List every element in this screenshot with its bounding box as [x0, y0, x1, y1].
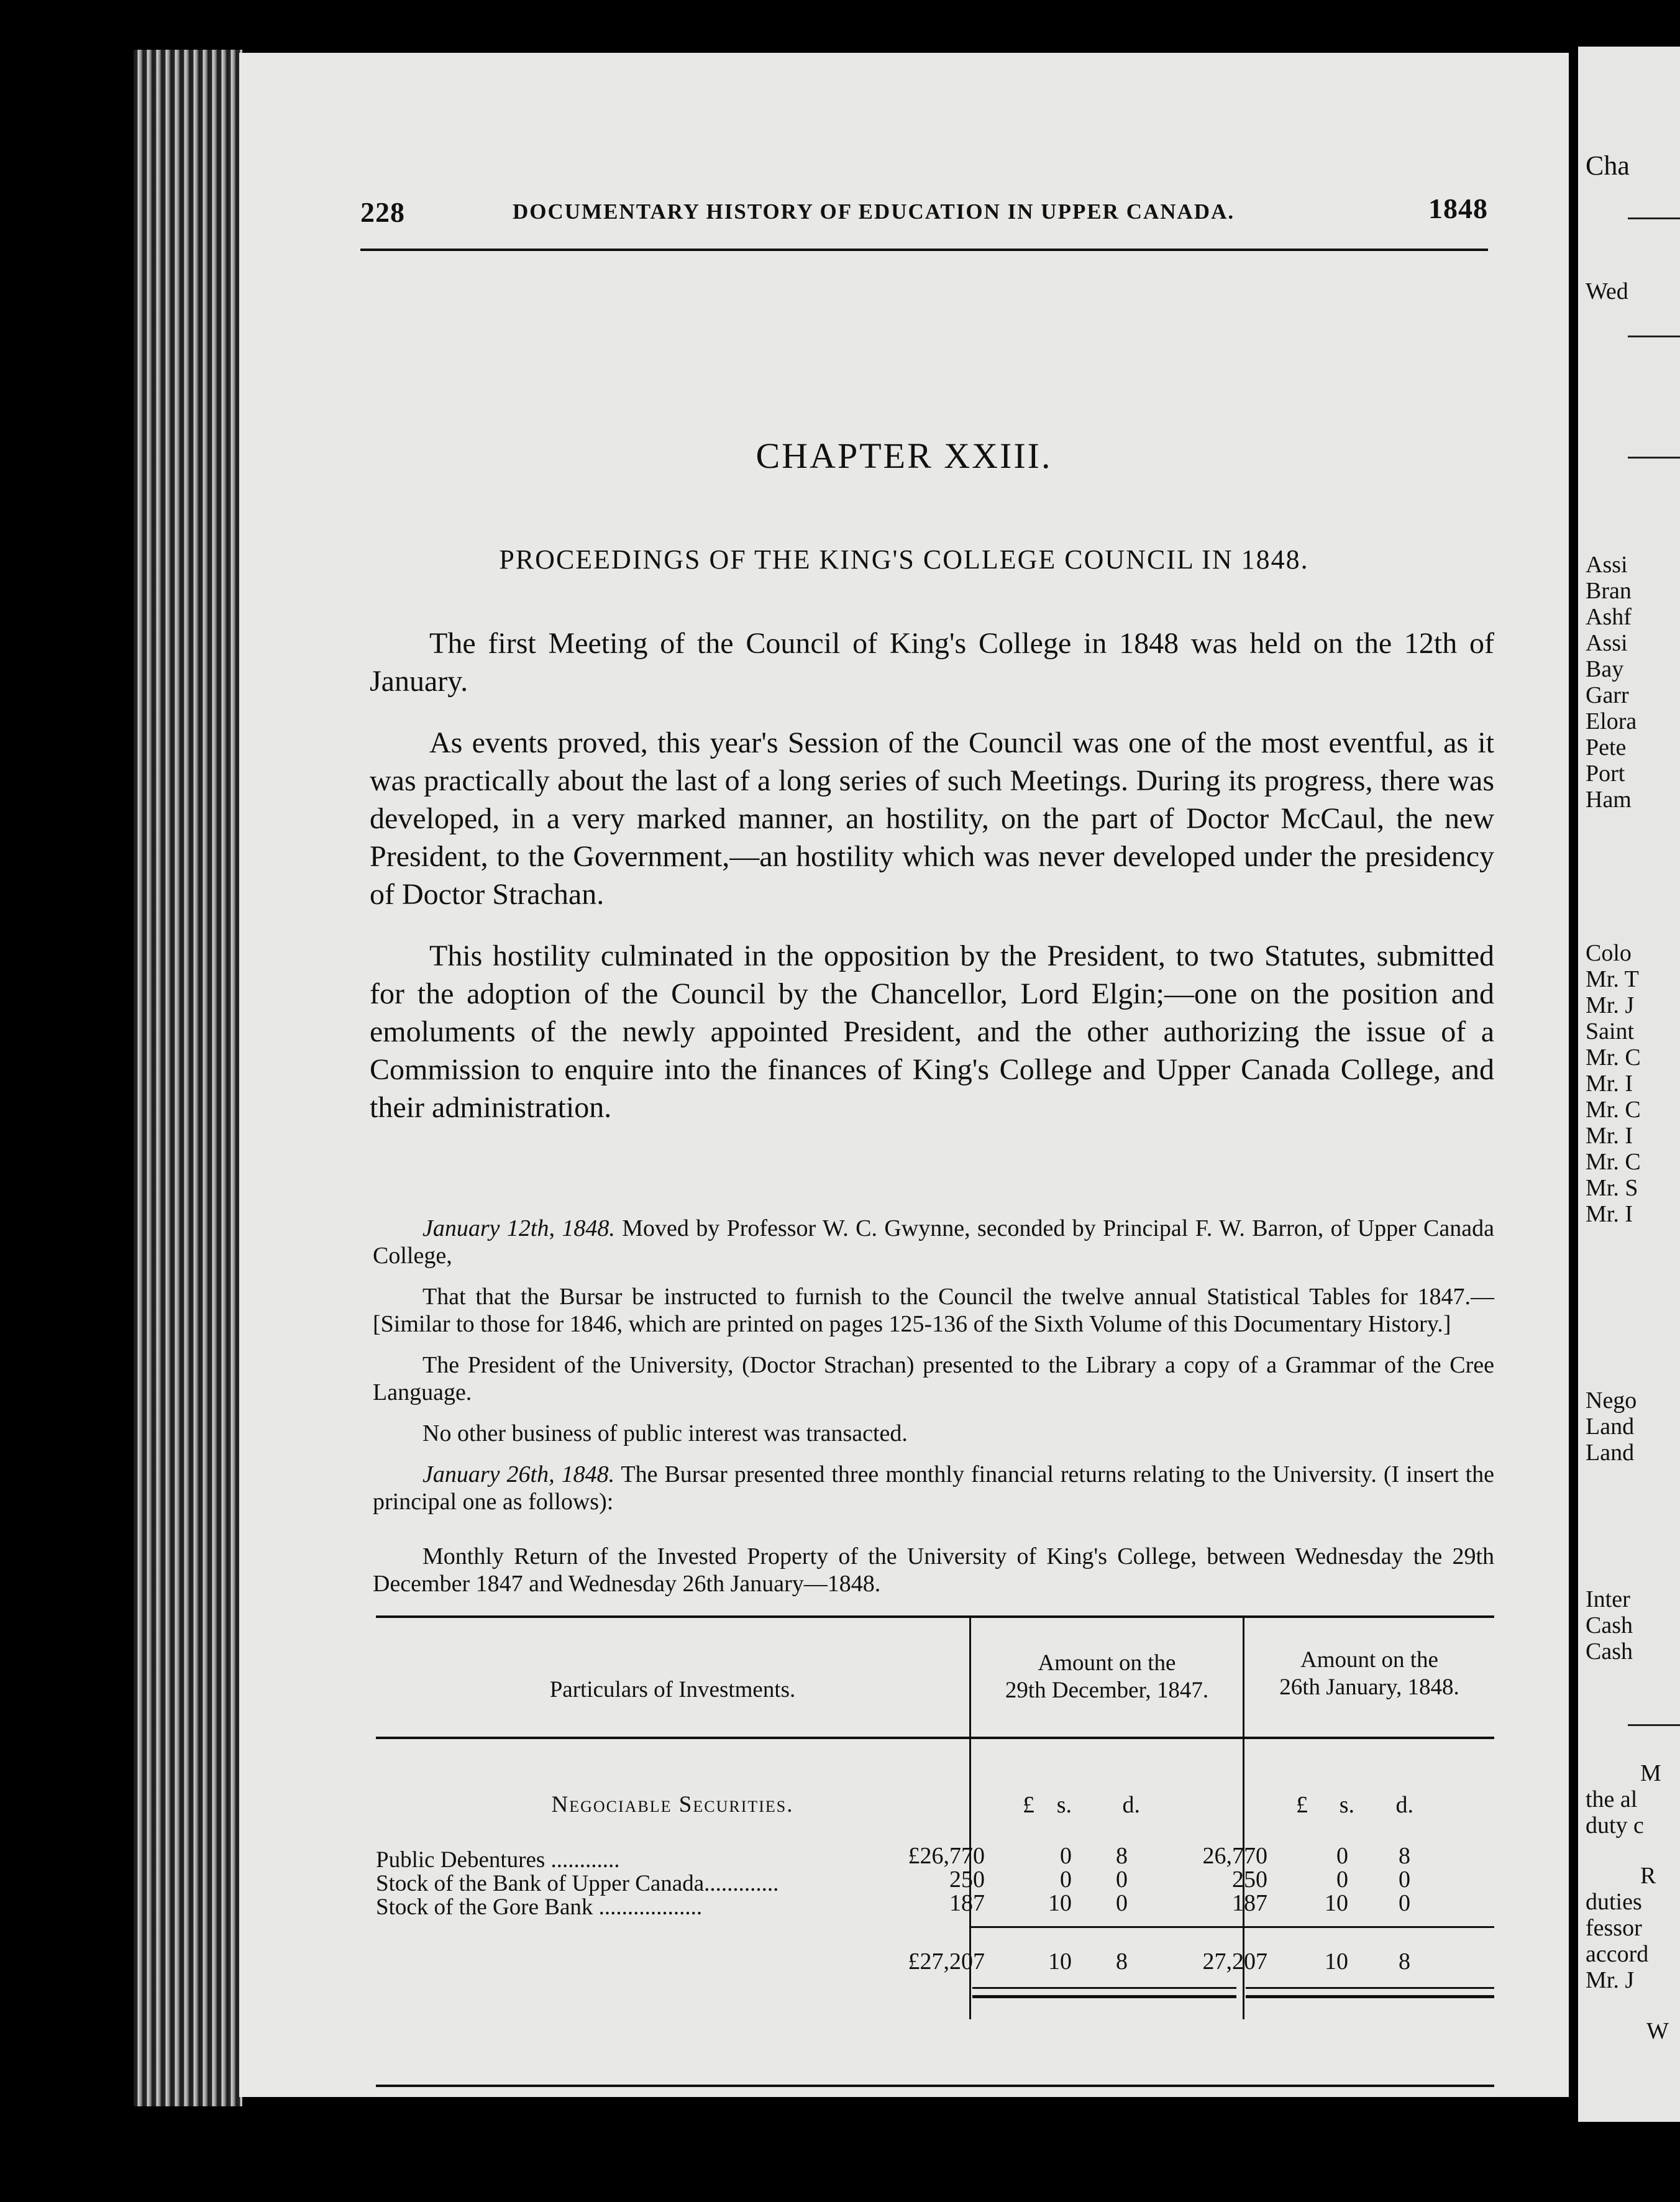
row-label: Public Debentures ............: [376, 1847, 620, 1873]
minute-entry: January 12th, 1848. Moved by Professor W. C. Gwynne, seconded by Principal F. W. Barron, of Upper Canada College,: [373, 1215, 1494, 1269]
cell: 0: [1336, 1843, 1348, 1869]
cell: 10: [1048, 1890, 1072, 1916]
section-heading: Negociable Securities.: [551, 1792, 794, 1817]
cell: 187: [949, 1890, 985, 1916]
cell: 0: [1116, 1866, 1128, 1893]
paragraph: This hostility culminated in the opposition by the President, to two Statutes, submitted for the adoption of the Council by the Chancellor, Lord Elgin;—one on the position and emoluments of the newly appointed President, and the other authorizing the issue of a Commission to enquire into the finances of King's College and Upper Canada College, and their administration.: [370, 939, 1494, 1124]
chapter-heading: CHAPTER XXIII.: [756, 436, 1052, 476]
investments-table: [376, 1615, 1494, 2038]
total-cell: £27,207: [908, 1948, 985, 1975]
unit-pence: d.: [1122, 1792, 1140, 1818]
paragraph: The first Meeting of the Council of King's College in 1848 was held on the 12th of January.: [370, 627, 1494, 698]
cell: 250: [949, 1866, 985, 1893]
minute-entry: That that the Bursar be instructed to furnish to the Council the twelve annual Statistical Tables for 1847.—[Similar to those for 1846, which are printed on pages 125-136 of the Sixth Volume of this Documentary History.]: [373, 1284, 1494, 1337]
cell: 0: [1060, 1843, 1072, 1869]
unit-pence: d.: [1395, 1792, 1413, 1818]
body-text: [370, 624, 1494, 1150]
paragraph: As events proved, this year's Session of the Council was one of the most eventful, as it was practically about the last of a long series of such Meetings. During its progress, there was developed, in a very marked manner, an hostility, on the part of Doctor McCaul, the new President, to the Government,—an hostility which was never developed under the presidency of Doctor Strachan.: [370, 726, 1494, 911]
unit-pounds: £: [1296, 1792, 1308, 1818]
running-head: [360, 193, 1488, 228]
facing-page: Cha Wed Assi Bran Ashf Assi Bay Garr Elora Pete Port Ham Colo Mr. T Mr. J Saint Mr. C Mr. I Mr. C Mr. I Mr. C Mr. S Mr. I Nego Land Land Inter Cash Cash M the al duty c R duties fessor accord Mr. J W: [1578, 47, 1680, 2122]
minute-date: January 26th, 1848.: [422, 1461, 615, 1487]
total-cell: 8: [1399, 1948, 1410, 1975]
cell: 187: [1232, 1890, 1267, 1916]
unit-shillings: s.: [1056, 1792, 1072, 1818]
book-page-edges: [134, 50, 242, 2106]
cell: 0: [1399, 1866, 1410, 1893]
header-col2: Amount on the 26th January, 1848.: [1279, 1647, 1459, 1700]
minute-entry: The President of the University, (Doctor Strachan) presented to the Library a copy of a Grammar of the Cree Language.: [373, 1352, 1494, 1405]
minute-date: January 12th, 1848.: [422, 1215, 615, 1241]
row-label: Stock of the Gore Bank ..................: [376, 1894, 703, 1920]
cell: 10: [1325, 1890, 1348, 1916]
header-particulars: Particulars of Investments.: [549, 1677, 796, 1702]
total-cell: 10: [1325, 1948, 1348, 1975]
return-caption: Monthly Return of the Invested Property of the University of King's College, between Wednesday the 29th December 1847 and Wednesday 26th January—1848.: [373, 1543, 1494, 1597]
cell: 8: [1116, 1843, 1128, 1869]
council-minutes: [373, 1215, 1494, 1611]
running-year: 1848: [1428, 193, 1488, 224]
minute-entry: January 26th, 1848. The Bursar presented three monthly financial returns relating to the University. (I insert the principal one as follows):: [373, 1461, 1495, 1515]
header-col1: Amount on the 29th December, 1847.: [1005, 1650, 1209, 1703]
cell: £26,770: [908, 1843, 985, 1869]
unit-pounds: £: [1023, 1792, 1034, 1818]
book-page: [239, 53, 1569, 2097]
chapter-subtitle: PROCEEDINGS OF THE KING'S COLLEGE COUNCIL IN 1848.: [499, 544, 1309, 575]
total-cell: 10: [1048, 1948, 1072, 1975]
total-cell: 8: [1116, 1948, 1128, 1975]
bottom-rule: [376, 2085, 1494, 2087]
header-rule: [360, 249, 1488, 251]
cell: 0: [1060, 1866, 1072, 1893]
cell: 250: [1232, 1866, 1267, 1893]
running-title: DOCUMENTARY HISTORY OF EDUCATION IN UPPER CANADA.: [513, 199, 1235, 224]
cell: 0: [1116, 1890, 1128, 1916]
cell: 8: [1399, 1843, 1410, 1869]
cell: 0: [1399, 1890, 1410, 1916]
total-cell: 27,207: [1202, 1948, 1267, 1975]
cell: 0: [1336, 1866, 1348, 1893]
row-label: Stock of the Bank of Upper Canada.............: [376, 1871, 779, 1896]
unit-shillings: s.: [1339, 1792, 1354, 1818]
minute-entry: No other business of public interest was transacted.: [422, 1420, 908, 1446]
page-number: 228: [360, 196, 405, 228]
cell: 26,770: [1202, 1843, 1267, 1869]
